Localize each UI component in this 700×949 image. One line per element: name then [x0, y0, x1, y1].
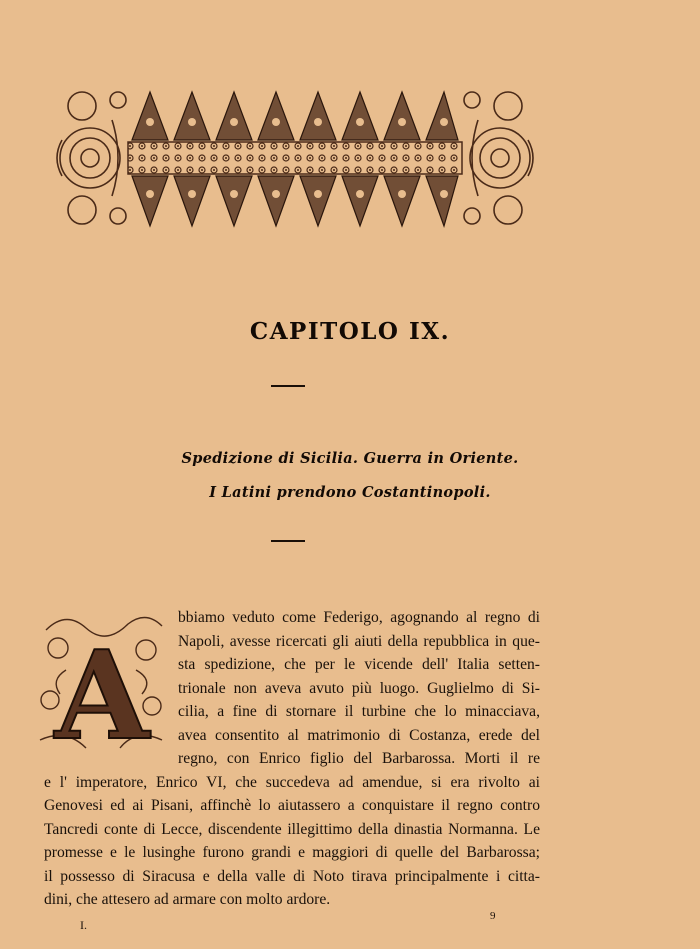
body-line: bbiamo veduto come Federigo, agognando al regno di	[178, 609, 540, 626]
dropcap-letter: A	[54, 623, 150, 758]
headpiece-right-scroll	[464, 92, 533, 224]
body-line: sta spedizione, che per le vicende dell' Italia setten-	[178, 656, 540, 673]
page-number: 9	[490, 910, 496, 922]
illuminated-dropcap	[36, 610, 166, 758]
body-line: il possesso di Siracusa e della valle di Noto tirava principalmente i citta-	[44, 868, 540, 885]
body-line: Genovesi ed ai Pisani, affinchè lo aiutassero a conquistare il regno contro	[44, 797, 540, 814]
body-line: Napoli, avesse ricercati gli aiuti della repubblica in que-	[178, 633, 540, 650]
ornamental-headpiece	[52, 80, 538, 238]
headpiece-center-band	[128, 142, 462, 174]
body-line: regno, con Enrico figlio del Barbarossa. Morti il re	[178, 750, 540, 767]
chapter-title: CAPITOLO IX.	[249, 318, 451, 345]
signature-mark: I.	[80, 918, 87, 932]
divider-rule	[271, 540, 305, 542]
headpiece-bottom-arches	[132, 176, 458, 226]
body-line: promesse e le lusinghe furono grandi e maggiori di quelle del Barbarossa;	[44, 844, 540, 861]
chapter-summary-line-2: I Latini prendono Costantinopoli.	[209, 484, 491, 501]
body-line: e l' imperatore, Enrico VI, che succedeva ad amendue, si era rivolto ai	[44, 774, 540, 791]
body-line: Tancredi conte di Lecce, discendente illegittimo della dinastia Normanna. Le	[44, 821, 540, 838]
body-line: cilia, a fine di stornare il turbine che lo minacciava,	[178, 703, 540, 720]
headpiece-top-arches	[132, 92, 458, 140]
chapter-summary-line-1: Spedizione di Sicilia. Guerra in Oriente.	[181, 450, 519, 467]
body-line: avea consentito al matrimonio di Costanza, erede del	[178, 727, 540, 744]
body-line: trionale non aveva avuto più luogo. Guglielmo di Si-	[178, 680, 540, 697]
headpiece-left-scroll	[57, 92, 126, 224]
divider-rule	[271, 385, 305, 387]
body-line: dini, che attesero ad armare con molto ardore.	[44, 891, 331, 908]
